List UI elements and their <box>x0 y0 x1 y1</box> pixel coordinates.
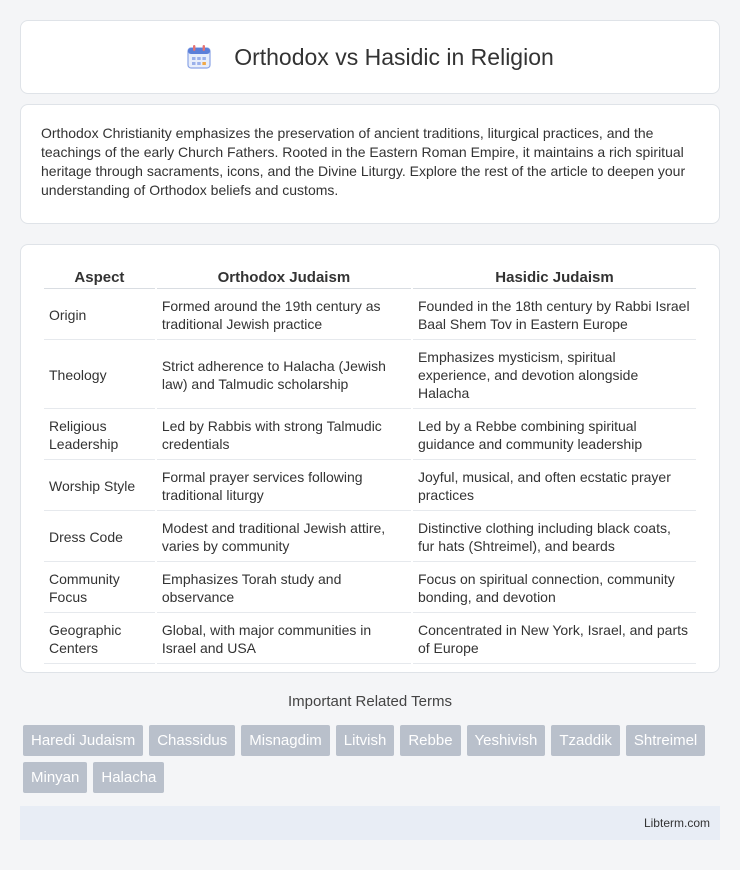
orthodox-cell: Strict adherence to Halacha (Jewish law) and Talmudic scholarship <box>157 342 411 409</box>
tag-rebbe[interactable]: Rebbe <box>400 725 460 756</box>
intro-text: Orthodox Christianity emphasizes the preservation of ancient traditions, liturgical practices, and the teachings of the early Church Fathers. Rooted in the Eastern Roman Empire, it maintains a rich spiritual heritage through sacraments, icons, and the Divine Liturgy. Explore the rest of the article to deepen your understanding of Orthodox beliefs and customs. <box>41 125 686 198</box>
table-row <box>44 615 696 664</box>
orthodox-cell: Formal prayer services following traditional liturgy <box>157 462 411 511</box>
table-row <box>44 291 696 340</box>
table-header-row <box>44 267 696 289</box>
tag-haredi-judaism[interactable]: Haredi Judaism <box>23 725 143 756</box>
hasidic-cell: Joyful, musical, and often ecstatic prayer practices <box>413 462 696 511</box>
hasidic-cell: Concentrated in New York, Israel, and parts of Europe <box>413 615 696 664</box>
tag-halacha[interactable]: Halacha <box>93 762 164 793</box>
aspect-cell: Geographic Centers <box>44 615 155 664</box>
tag-litvish[interactable]: Litvish <box>336 725 395 756</box>
orthodox-cell: Modest and traditional Jewish attire, varies by community <box>157 513 411 562</box>
tag-yeshivish[interactable]: Yeshivish <box>467 725 546 756</box>
tag-shtreimel[interactable]: Shtreimel <box>626 725 705 756</box>
aspect-cell: Dress Code <box>44 513 155 562</box>
aspect-cell: Theology <box>44 342 155 409</box>
column-header: Aspect <box>44 267 155 289</box>
comparison-table-card <box>20 244 720 673</box>
hasidic-cell: Emphasizes mysticism, spiritual experience, and devotion alongside Halacha <box>413 342 696 409</box>
table-row <box>44 513 696 562</box>
calendar-icon <box>186 44 212 70</box>
comparison-table <box>42 265 698 666</box>
orthodox-cell: Led by Rabbis with strong Talmudic credentials <box>157 411 411 460</box>
tag-minyan[interactable]: Minyan <box>23 762 87 793</box>
aspect-cell: Community Focus <box>44 564 155 613</box>
column-header: Orthodox Judaism <box>157 267 411 289</box>
title-card <box>20 20 720 94</box>
footer-site-link[interactable]: Libterm.com <box>643 816 710 830</box>
hasidic-cell: Led by a Rebbe combining spiritual guidance and community leadership <box>413 411 696 460</box>
hasidic-cell: Distinctive clothing including black coats, fur hats (Shtreimel), and beards <box>413 513 696 562</box>
related-terms-list <box>23 725 723 799</box>
tag-tzaddik[interactable]: Tzaddik <box>551 725 620 756</box>
orthodox-cell: Emphasizes Torah study and observance <box>157 564 411 613</box>
hasidic-cell: Focus on spiritual connection, community bonding, and devotion <box>413 564 696 613</box>
orthodox-cell: Global, with major communities in Israel and USA <box>157 615 411 664</box>
table-row <box>44 462 696 511</box>
table-row <box>44 411 696 460</box>
aspect-cell: Religious Leadership <box>44 411 155 460</box>
table-row <box>44 342 696 409</box>
hasidic-cell: Founded in the 18th century by Rabbi Israel Baal Shem Tov in Eastern Europe <box>413 291 696 340</box>
page-title: Orthodox vs Hasidic in Religion <box>234 43 554 70</box>
aspect-cell: Worship Style <box>44 462 155 511</box>
orthodox-cell: Formed around the 19th century as traditional Jewish practice <box>157 291 411 340</box>
table-row <box>44 564 696 613</box>
tag-chassidus[interactable]: Chassidus <box>149 725 235 756</box>
tag-misnagdim[interactable]: Misnagdim <box>241 725 330 756</box>
footer <box>20 806 720 840</box>
aspect-cell: Origin <box>44 291 155 340</box>
intro-card <box>20 104 720 224</box>
column-header: Hasidic Judaism <box>413 267 696 289</box>
related-terms-heading: Important Related Terms <box>288 693 452 710</box>
